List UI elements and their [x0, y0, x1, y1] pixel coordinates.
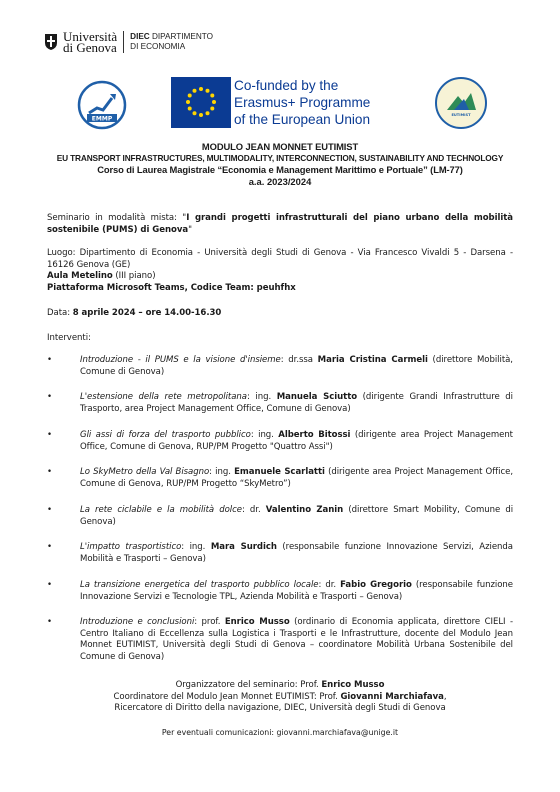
- speaker-name: Mara Surdich: [210, 542, 277, 552]
- location-block: [47, 248, 513, 294]
- intervention-topic: Introduzione e conclusioni: [80, 617, 195, 627]
- title-block: [0, 141, 560, 188]
- emmp-logo-icon: [77, 80, 127, 130]
- seminar-prefix: Seminario in modalità mista: ": [47, 213, 187, 223]
- intervention-topic: La rete ciclabile e la mobilità dolce: [80, 505, 242, 515]
- erasmus-cofunded-label: [234, 77, 370, 128]
- organizer-name: Enrico Musso: [321, 680, 385, 690]
- contact-line: Per eventuali comunicazioni: giovanni.marchiafava@unige.it: [161, 728, 399, 737]
- speaker-name: Manuela Sciutto: [276, 392, 358, 402]
- intervention-topic: Introduzione - il PUMS e la visione d'insieme: [80, 355, 281, 365]
- speaker-role: (dirigente area Project Management Office, Comune di Genova, RUP/PM Progetto “SkyMetro”): [80, 467, 513, 489]
- academic-year: a.a. 2023/2024: [248, 176, 312, 187]
- organizer-prefix: Organizzatore del seminario: Prof.: [175, 680, 322, 690]
- unige-name-line2: di Genova: [63, 40, 117, 55]
- module-subtitle: EU TRANSPORT INFRASTRUCTURES, MULTIMODALITY, INTERCONNECTION, SUSTAINABILITY AND TECHNOLOGY: [56, 153, 504, 163]
- unige-logo: [44, 31, 213, 53]
- module-title: MODULO JEAN MONNET EUTIMIST: [201, 141, 359, 152]
- bullet-icon: •: [47, 505, 52, 515]
- speaker-name: Alberto Bitossi: [278, 430, 351, 440]
- bullet-icon: •: [47, 467, 52, 477]
- coordinator-name: Giovanni Marchiafava: [340, 691, 444, 702]
- intervention-topic: Gli assi di forza del trasporto pubblico: [80, 430, 251, 440]
- speaker-role: (direttore Mobilità, Comune di Genova): [80, 355, 513, 377]
- researcher-line: Ricercatore di Diritto della navigazione, DIEC, Università degli Studi di Genova: [114, 703, 446, 714]
- diec-label: [130, 32, 213, 52]
- speaker-role: (responsabile funzione Innovazione Servizi e Tecnologie TPL, Azienda Mobilità e Trasporti – Genova): [80, 580, 513, 602]
- teams-platform: Piattaforma Microsoft Teams, Codice Team: peuhfhx: [47, 282, 296, 293]
- speaker-role: (responsabile funzione Innovazione Servizi, Azienda Mobilità e Trasporti – Genova): [80, 542, 513, 564]
- diec-abbrev: DIEC: [130, 32, 150, 41]
- diec-line2: DI ECONOMIA: [130, 42, 186, 51]
- degree-course: Corso di Laurea Magistrale “Economia e Management Marittimo e Portuale” (LM-77): [97, 164, 463, 175]
- speaker-name: Emanuele Scarlatti: [234, 467, 325, 477]
- organizer-block: Organizzatore del seminario: Prof. Enrico Musso Coordinatore del Modulo Jean Monnet EUTIMIST: Prof. Giovanni Marchiafava, Ricercatore di Diritto della navigazione, DIEC, Università degli Studi di Genova: [0, 680, 560, 715]
- eu-flag-icon: [171, 77, 231, 128]
- date-value: 8 aprile 2024 – ore 14.00-16.30: [72, 308, 222, 318]
- emmp-logo-text: EMMP: [91, 115, 113, 123]
- room-floor: (III piano): [112, 271, 156, 282]
- date-label: Data:: [47, 308, 73, 318]
- unige-name: [63, 31, 117, 53]
- event-flyer-page: Università di Genova DIEC DIPARTIMENTO DI ECONOMIA EMMP Co-funded by the Erasmus+ Programme of the European Union EUTIMIST MODULO JEAN MONNET EUTIMIST EU TRANSPORT INFRASTRUCTURES, MULTIMODALITY, INTERCONNECTION, SUSTAINABILITY AND TECHNOLOGY Corso di Laurea Magistrale “Economia e Management Marittimo e Portuale” (LM-77) a.a. 2023/2024 Seminario in modalità mista: "I grandi progetti infrastrutturali del piano urbano della mobilità sostenibile (PUMS) di Genova" Luogo: Dipartimento di Economia - Università degli Studi di Genova - Via Francesco Vivaldi 5 - Darsena - 16126 Genova (GE) Aula Metelino (III piano) Piattaforma Microsoft Teams, Codice Team: peuhfhx Data: 8 aprile 2024 – ore 14.00-16.30 Interventi: • Introduzione - il PUMS e la visione d'insieme: dr.ssa Maria Cristina Carmeli (direttore Mobilità, Comune di Genova) • L'estensione della rete metropolitana: ing. Manuela Sciutto (dirigente Grandi Infrastrutture di Trasporto, area Project Management Office, Comune di Genova) • Gli assi di forza del trasporto pubblico: ing. Alberto Bitossi (dirigente area Project Management Office, Comune di Genova, RUP/PM Progetto "Quattro Assi") • Lo SkyMetro della Val Bisagno: ing. Emanuele Scarlatti (dirigente area Project Management Office, Comune di Genova, RUP/PM Progetto “SkyMetro”) • La rete ciclabile e la mobilità dolce: dr. Valentino Zanin (direttore Smart Mobility, Comune di Genova) • L'impatto trasportistico: ing. Mara Surdich (responsabile funzione Innovazione Servizi, Azienda Mobilità e Trasporti – Genova) • La transizione energetica del trasporto pubblico locale: dr. Fabio Gregorio (responsabile funzione Innovazione Servizi e Tecnologie TPL, Azienda Mobilità e Trasporti – Genova) • Introduzione e conclusioni: prof. Enrico Musso (ordinario di Economia applicata, direttore CIELI - Centro Italiano di Eccellenza sulla Logistica i Trasporti e le Infrastrutture, docente del Modulo Jean Monnet EUTIMIST, Università degli Studi di Genova – coordinatore Mobilità Urbana Sostenibile del Comune di Genova) Organizzatore del seminario: Prof. Enrico Musso Coordinatore del Modulo Jean Monnet EUTIMIST: Prof. Giovanni Marchiafava, Ricercatore di Diritto della navigazione, DIEC, Università degli Studi di Genova Per eventuali comunicazioni: giovanni.marchiafava@unige.it: [0, 0, 560, 792]
- speaker-name: Fabio Gregorio: [340, 580, 412, 590]
- bullet-icon: •: [47, 392, 52, 402]
- speaker-name: Maria Cristina Carmeli: [317, 355, 428, 365]
- room-name: Aula Metelino: [47, 271, 113, 282]
- eutimist-logo-icon: [434, 76, 488, 130]
- unige-crest-icon: [44, 33, 58, 51]
- bullet-icon: •: [47, 430, 52, 440]
- date-line: [47, 308, 513, 320]
- location-address: Luogo: Dipartimento di Economia - Università degli Studi di Genova - Via Francesco Vivaldi 5 - Darsena - 16126 Genova (GE): [47, 248, 513, 270]
- intervention-topic: Lo SkyMetro della Val Bisagno: [80, 467, 210, 477]
- coordinator-prefix: Coordinatore del Modulo Jean Monnet EUTIMIST: Prof.: [113, 691, 341, 702]
- bullet-icon: •: [47, 580, 52, 590]
- intervention-topic: L'impatto trasportistico: [80, 542, 182, 552]
- speaker-role: (direttore Smart Mobility, Comune di Genova): [80, 505, 514, 527]
- intervention-topic: La transizione energetica del trasporto pubblico locale: [80, 580, 319, 590]
- interventions-heading: Interventi:: [47, 333, 91, 343]
- speaker-role: (dirigente area Project Management Office, Comune di Genova, RUP/PM Progetto "Quattro Assi"): [80, 430, 513, 452]
- bullet-icon: •: [47, 617, 52, 627]
- bullet-icon: •: [47, 355, 52, 365]
- speaker-role: (ordinario di Economia applicata, direttore CIELI - Centro Italiano di Eccellenza sulla Logistica i Trasporti e le Infrastrutture, docente del Modulo Jean Monnet EUTIMIST, Università degli Studi di Genova – coordinatore Mobilità Urbana Sostenibile del Comune di Genova): [80, 617, 513, 662]
- speaker-name: Valentino Zanin: [265, 505, 344, 515]
- unige-name-line1: Università: [63, 29, 118, 44]
- eu-text-line2: Erasmus+ Programme: [234, 95, 371, 110]
- speaker-name: Enrico Musso: [224, 617, 290, 627]
- intervention-topic: L'estensione della rete metropolitana: [80, 392, 247, 402]
- eu-text-line1: Co-funded by the: [234, 78, 339, 93]
- bullet-icon: •: [47, 542, 52, 552]
- eutimist-logo-text: EUTIMIST: [451, 113, 471, 117]
- seminar-suffix: ": [188, 224, 192, 235]
- eu-text-line3: of the European Union: [234, 112, 371, 127]
- logo-divider: [123, 31, 124, 53]
- seminar-title: I grandi progetti infrastrutturali del piano urbano della mobilità sostenibile (PUMS) di Genova: [47, 213, 513, 235]
- diec-line1: DIPARTIMENTO: [149, 32, 213, 41]
- speaker-role: (dirigente Grandi Infrastrutture di Trasporto, area Project Management Office, Comune di Genova): [80, 392, 514, 414]
- seminar-description: [47, 213, 513, 236]
